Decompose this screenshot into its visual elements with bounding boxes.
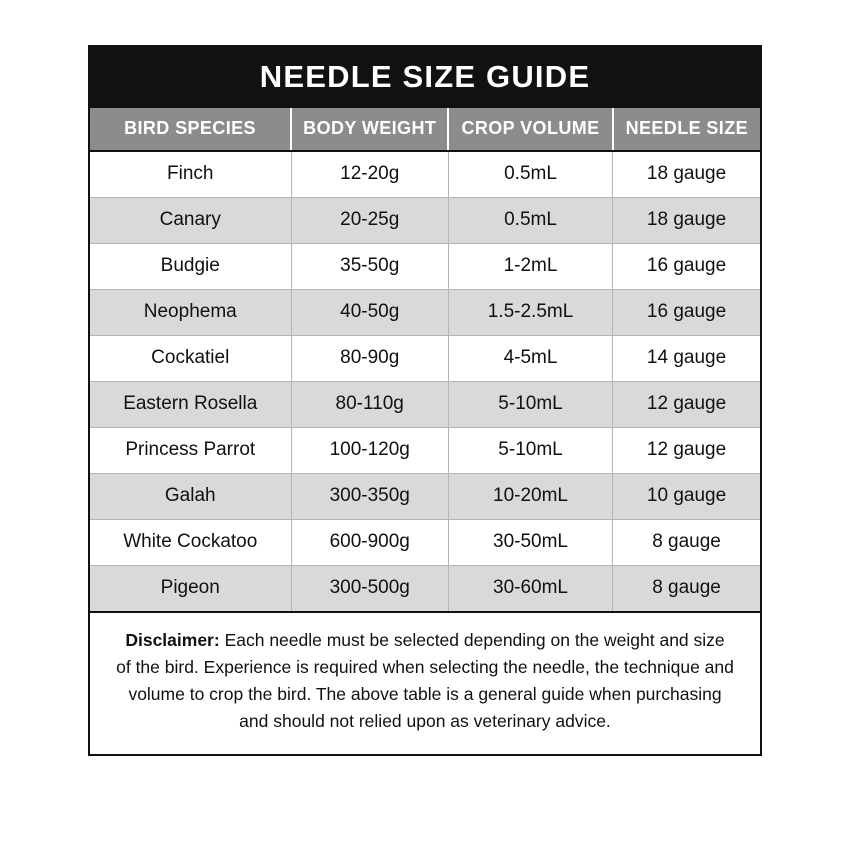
cell-needle-size: 16 gauge	[613, 244, 760, 290]
table-row	[90, 474, 760, 520]
cell-weight: 300-350g	[291, 474, 448, 520]
cell-crop-volume: 1-2mL	[448, 244, 612, 290]
cell-weight: 100-120g	[291, 428, 448, 474]
column-header-needle-size: NEEDLE SIZE	[613, 108, 760, 151]
cell-species: Princess Parrot	[90, 428, 291, 474]
cell-species: Neophema	[90, 290, 291, 336]
cell-needle-size: 18 gauge	[613, 198, 760, 244]
cell-weight: 12-20g	[291, 151, 448, 198]
table-row	[90, 566, 760, 613]
cell-needle-size: 10 gauge	[613, 474, 760, 520]
disclaimer-label: Disclaimer:	[125, 630, 220, 650]
cell-crop-volume: 0.5mL	[448, 198, 612, 244]
cell-crop-volume: 10-20mL	[448, 474, 612, 520]
guide-frame	[88, 45, 762, 756]
cell-crop-volume: 1.5-2.5mL	[448, 290, 612, 336]
cell-weight: 35-50g	[291, 244, 448, 290]
cell-weight: 80-110g	[291, 382, 448, 428]
cell-species: Finch	[90, 151, 291, 198]
cell-needle-size: 18 gauge	[613, 151, 760, 198]
cell-crop-volume: 4-5mL	[448, 336, 612, 382]
table-row	[90, 290, 760, 336]
column-header-body-weight: BODY WEIGHT	[291, 108, 448, 151]
table-row	[90, 151, 760, 198]
cell-crop-volume: 30-50mL	[448, 520, 612, 566]
cell-species: Budgie	[90, 244, 291, 290]
cell-species: Pigeon	[90, 566, 291, 613]
table-header-row	[90, 108, 760, 151]
cell-needle-size: 12 gauge	[613, 428, 760, 474]
cell-weight: 600-900g	[291, 520, 448, 566]
cell-species: Cockatiel	[90, 336, 291, 382]
cell-crop-volume: 5-10mL	[448, 428, 612, 474]
cell-crop-volume: 5-10mL	[448, 382, 612, 428]
cell-needle-size: 14 gauge	[613, 336, 760, 382]
cell-weight: 40-50g	[291, 290, 448, 336]
cell-needle-size: 8 gauge	[613, 520, 760, 566]
cell-needle-size: 8 gauge	[613, 566, 760, 613]
table-row	[90, 382, 760, 428]
table-header	[90, 108, 760, 151]
cell-species: Galah	[90, 474, 291, 520]
disclaimer-text: Each needle must be selected depending on the weight and size of the bird. Experience is required when selecting the needle, the technique and volume to crop the bird. The above table is a general guide when purchasing and should not relied upon as veterinary advice.	[116, 630, 734, 732]
page-title: NEEDLE SIZE GUIDE	[90, 47, 760, 108]
cell-weight: 20-25g	[291, 198, 448, 244]
column-header-bird-species: BIRD SPECIES	[90, 108, 291, 151]
table-body	[90, 151, 760, 612]
table-row	[90, 244, 760, 290]
cell-weight: 300-500g	[291, 566, 448, 613]
column-header-crop-volume: CROP VOLUME	[448, 108, 612, 151]
table-row	[90, 336, 760, 382]
cell-needle-size: 16 gauge	[613, 290, 760, 336]
table-row	[90, 198, 760, 244]
cell-species: Eastern Rosella	[90, 382, 291, 428]
cell-species: Canary	[90, 198, 291, 244]
table-row	[90, 520, 760, 566]
cell-needle-size: 12 gauge	[613, 382, 760, 428]
cell-species: White Cockatoo	[90, 520, 291, 566]
cell-crop-volume: 0.5mL	[448, 151, 612, 198]
cell-crop-volume: 30-60mL	[448, 566, 612, 613]
needle-size-table	[90, 108, 760, 613]
cell-weight: 80-90g	[291, 336, 448, 382]
disclaimer	[90, 613, 760, 754]
table-row	[90, 428, 760, 474]
